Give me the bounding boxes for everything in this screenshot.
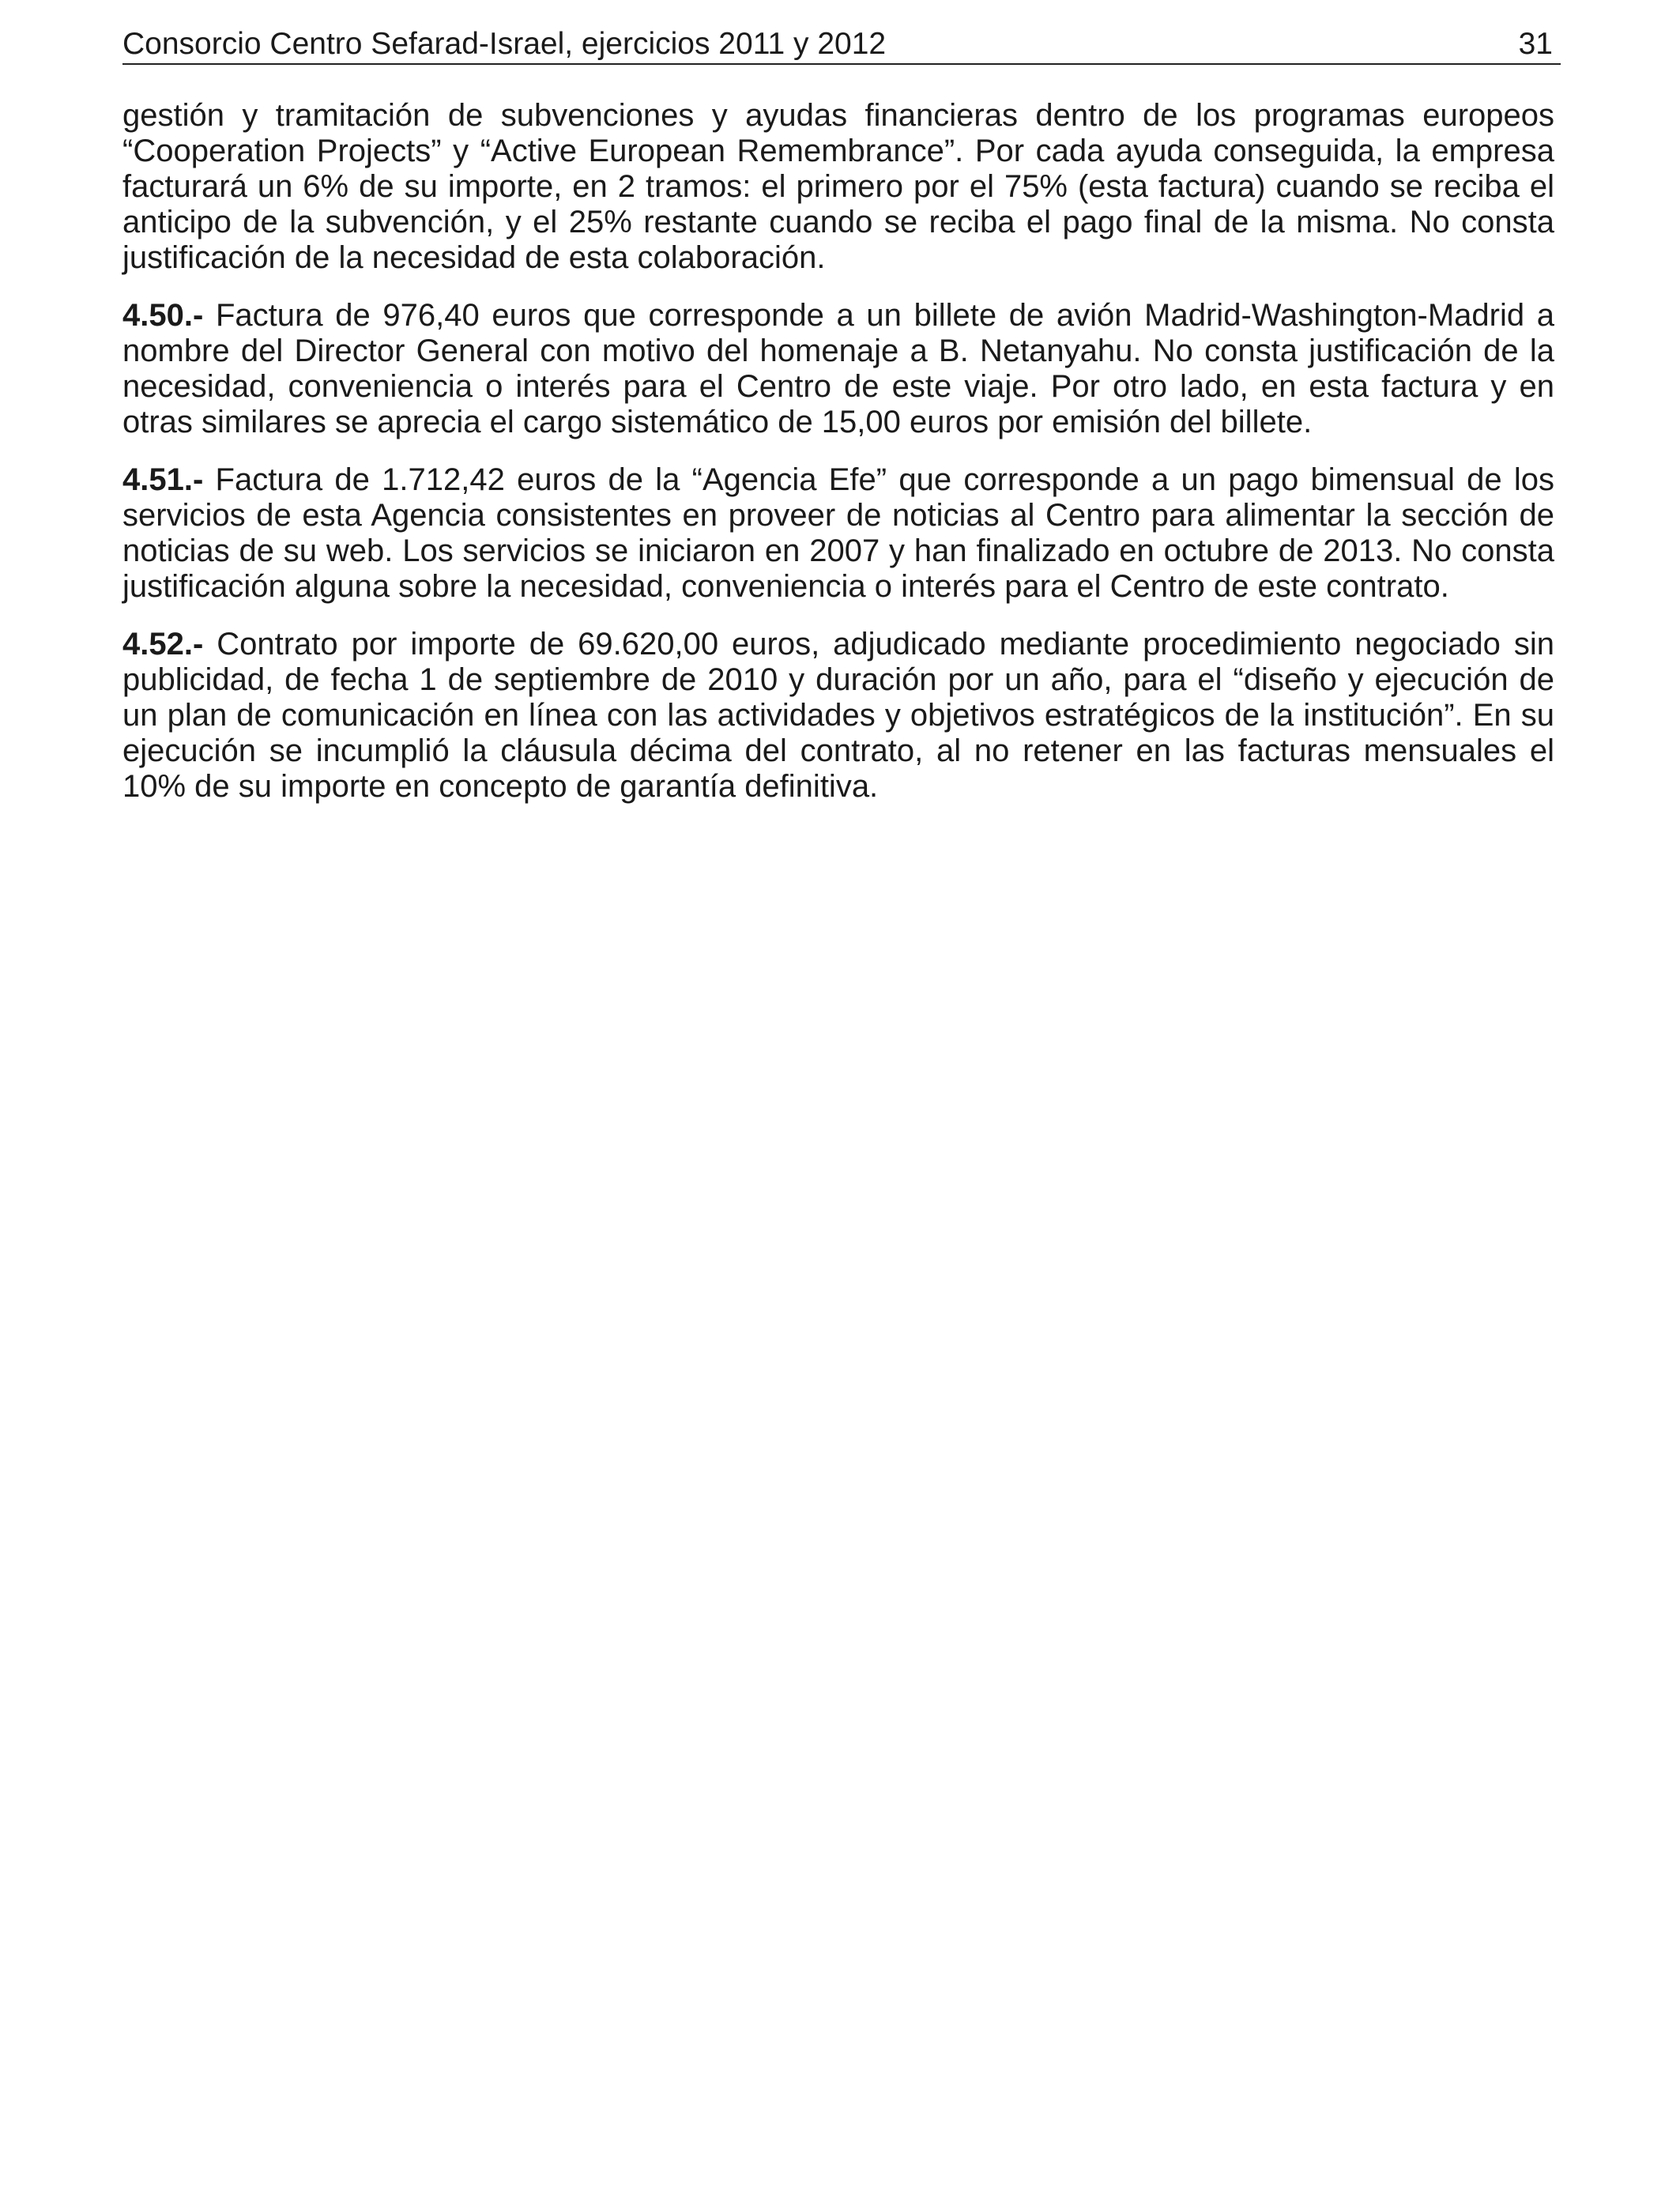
header-title: Consorcio Centro Sefarad-Israel, ejercicios 2011 y 2012 bbox=[122, 27, 887, 61]
paragraph-text: gestión y tramitación de subvenciones y ayudas financieras dentro de los programas europeos “Cooperation Projects” y “Active European Remembrance”. Por cada ayuda conseguida, la empresa facturará un 6% de su importe, en 2 tramos: el primero por el 75% (esta factura) cuando se reciba el anticipo de la subvención, y el 25% restante cuando se reciba el pago final de la misma. No consta justificación de la necesidad de esta colaboración. bbox=[122, 98, 1554, 275]
body-text bbox=[122, 98, 1554, 827]
paragraph-number: 4.52.- bbox=[122, 627, 204, 662]
paragraph-4-51 bbox=[122, 462, 1554, 605]
paragraph-continuation bbox=[122, 98, 1554, 276]
page-number: 31 bbox=[1518, 27, 1553, 61]
paragraph-text: Contrato por importe de 69.620,00 euros, adjudicado mediante procedimiento negociado sin publicidad, de fecha 1 de septiembre de 2010 y duración por un año, para el “diseño y ejecución de un plan de comunicación en línea con las actividades y objetivos estratégicos de la institución”. En su ejecución se incumplió la cláusula décima del contrato, al no retener en las facturas mensuales el 10% de su importe en concepto de garantía definitiva. bbox=[122, 627, 1554, 804]
paragraph-text: Factura de 976,40 euros que corresponde a un billete de avión Madrid-Washington-Madrid a nombre del Director General con motivo del homenaje a B. Netanyahu. No consta justificación de la necesidad, conveniencia o interés para el Centro de este viaje. Por otro lado, en esta factura y en otras similares se aprecia el cargo sistemático de 15,00 euros por emisión del billete. bbox=[122, 298, 1554, 439]
paragraph-text: Factura de 1.712,42 euros de la “Agencia Efe” que corresponde a un pago bimensual de los servicios de esta Agencia consistentes en proveer de noticias al Centro para alimentar la sección de noticias de su web. Los servicios se iniciaron en 2007 y han finalizado en octubre de 2013. No consta justificación alguna sobre la necesidad, conveniencia o interés para el Centro de este contrato. bbox=[122, 462, 1554, 604]
paragraph-number: 4.51.- bbox=[122, 462, 204, 497]
paragraph-number: 4.50.- bbox=[122, 298, 204, 333]
paragraph-4-52 bbox=[122, 627, 1554, 805]
paragraph-4-50 bbox=[122, 298, 1554, 440]
page-header bbox=[122, 22, 1561, 65]
